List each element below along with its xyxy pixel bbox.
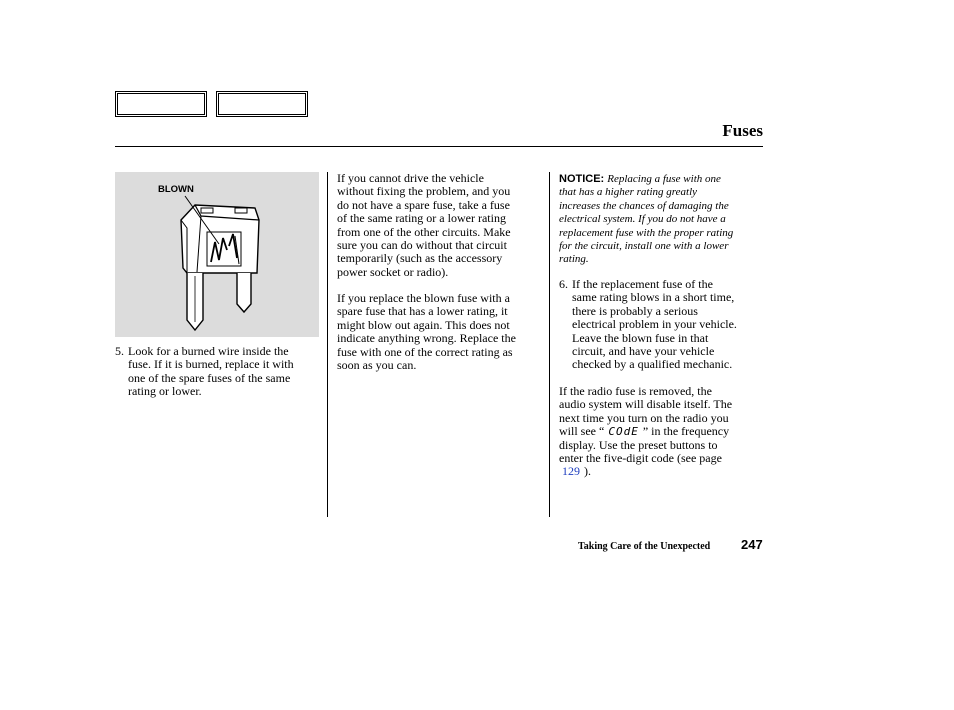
step-6-number: 6.: [559, 277, 568, 291]
paragraph-line: enter the five-digit code (see page: [559, 451, 722, 466]
step-5-number: 5.: [115, 344, 124, 358]
paragraph-line-code: [559, 425, 764, 438]
blown-fuse-illustration: [115, 172, 319, 337]
page-title: Fuses: [722, 121, 763, 140]
paragraph-line: If you replace the blown fuse with a: [337, 291, 510, 305]
radio-code-display: COdE: [608, 425, 639, 439]
page-number: 247: [741, 537, 763, 552]
paragraph-line: audio system will disable itself. The: [559, 397, 733, 412]
step-6-line: circuit, and have your vehicle: [572, 344, 715, 359]
page-ref-end: ).: [584, 464, 591, 479]
notice-line: for the circuit, install one with a lower: [559, 240, 729, 253]
code-prefix-text: will see “: [559, 424, 605, 439]
step-5-line: one of the spare fuses of the same: [128, 370, 291, 385]
notice-line: electrical system. If you do not have a: [559, 213, 726, 226]
paragraph-line: spare fuse that has a lower rating, it: [337, 304, 508, 319]
paragraph-line: indicate anything wrong. Replace the: [337, 331, 516, 346]
paragraph-line: of the same rating or a lower rating: [337, 211, 506, 226]
step-6-line: same rating blows in a short time,: [572, 290, 735, 305]
step-5-line: fuse. If it is burned, replace it with: [128, 357, 294, 372]
notice-line: that has a higher rating greatly: [559, 186, 698, 199]
header-rule: [115, 146, 763, 147]
step-5-line: rating or lower.: [128, 384, 202, 399]
step-5-line: Look for a burned wire inside the: [128, 344, 289, 358]
step-5-text: [128, 345, 294, 399]
step-6-line: there is probably a serious: [572, 303, 698, 318]
page-link-129[interactable]: 129: [562, 464, 580, 479]
paragraph-lower-rating: [337, 292, 542, 372]
paragraph-line: display. Use the preset buttons to: [559, 437, 718, 452]
paragraph-line: from one of the other circuits. Make: [337, 224, 511, 239]
step-6-line: checked by a qualified mechanic.: [572, 357, 733, 372]
notice-line: rating.: [559, 253, 589, 266]
paragraph-line: sure you can do without that circuit: [337, 238, 507, 253]
paragraph-line: do not have a spare fuse, take a fuse: [337, 197, 510, 212]
notice-first-line: [559, 172, 769, 186]
paragraph-no-spare-fuse: [337, 172, 542, 279]
footer-section-title: Taking Care of the Unexpected: [578, 541, 711, 552]
blade-fuse-drawing: [115, 172, 319, 337]
paragraph-line: next time you turn on the radio you: [559, 410, 729, 425]
step-6-line: If the replacement fuse of the: [572, 277, 713, 291]
step-6-line: Leave the blown fuse in that: [572, 330, 709, 345]
code-suffix-text: ” in the frequency: [642, 424, 730, 439]
paragraph-line: If you cannot drive the vehicle: [337, 171, 484, 185]
paragraph-line: fuse with one of the correct rating as: [337, 344, 513, 359]
paragraph-line: might blow out again. This does not: [337, 317, 510, 332]
paragraph-line: If the radio fuse is removed, the: [559, 384, 712, 398]
notice-block: [559, 172, 769, 267]
paragraph-line: temporarily (such as the accessory: [337, 251, 503, 266]
figure-label-blown: BLOWN: [158, 184, 194, 195]
paragraph-line: without fixing the problem, and you: [337, 184, 511, 199]
nav-box-contents[interactable]: [115, 91, 207, 117]
notice-text: Replacing a fuse with one: [607, 173, 721, 185]
step-6-line: electrical problem in your vehicle.: [572, 317, 737, 332]
step-6-text: [572, 278, 737, 372]
notice-line: increases the chances of damaging the: [559, 199, 729, 212]
paragraph-line-page-ref: [559, 465, 764, 478]
column-divider-2: [549, 172, 550, 517]
paragraph-line: power socket or radio).: [337, 264, 449, 279]
column-divider-1: [327, 172, 328, 517]
paragraph-radio-code: [559, 385, 764, 479]
paragraph-line: soon as you can.: [337, 358, 417, 373]
notice-label: NOTICE:: [559, 173, 605, 185]
nav-box-index[interactable]: [216, 91, 308, 117]
notice-line: replacement fuse with the proper rating: [559, 226, 734, 239]
